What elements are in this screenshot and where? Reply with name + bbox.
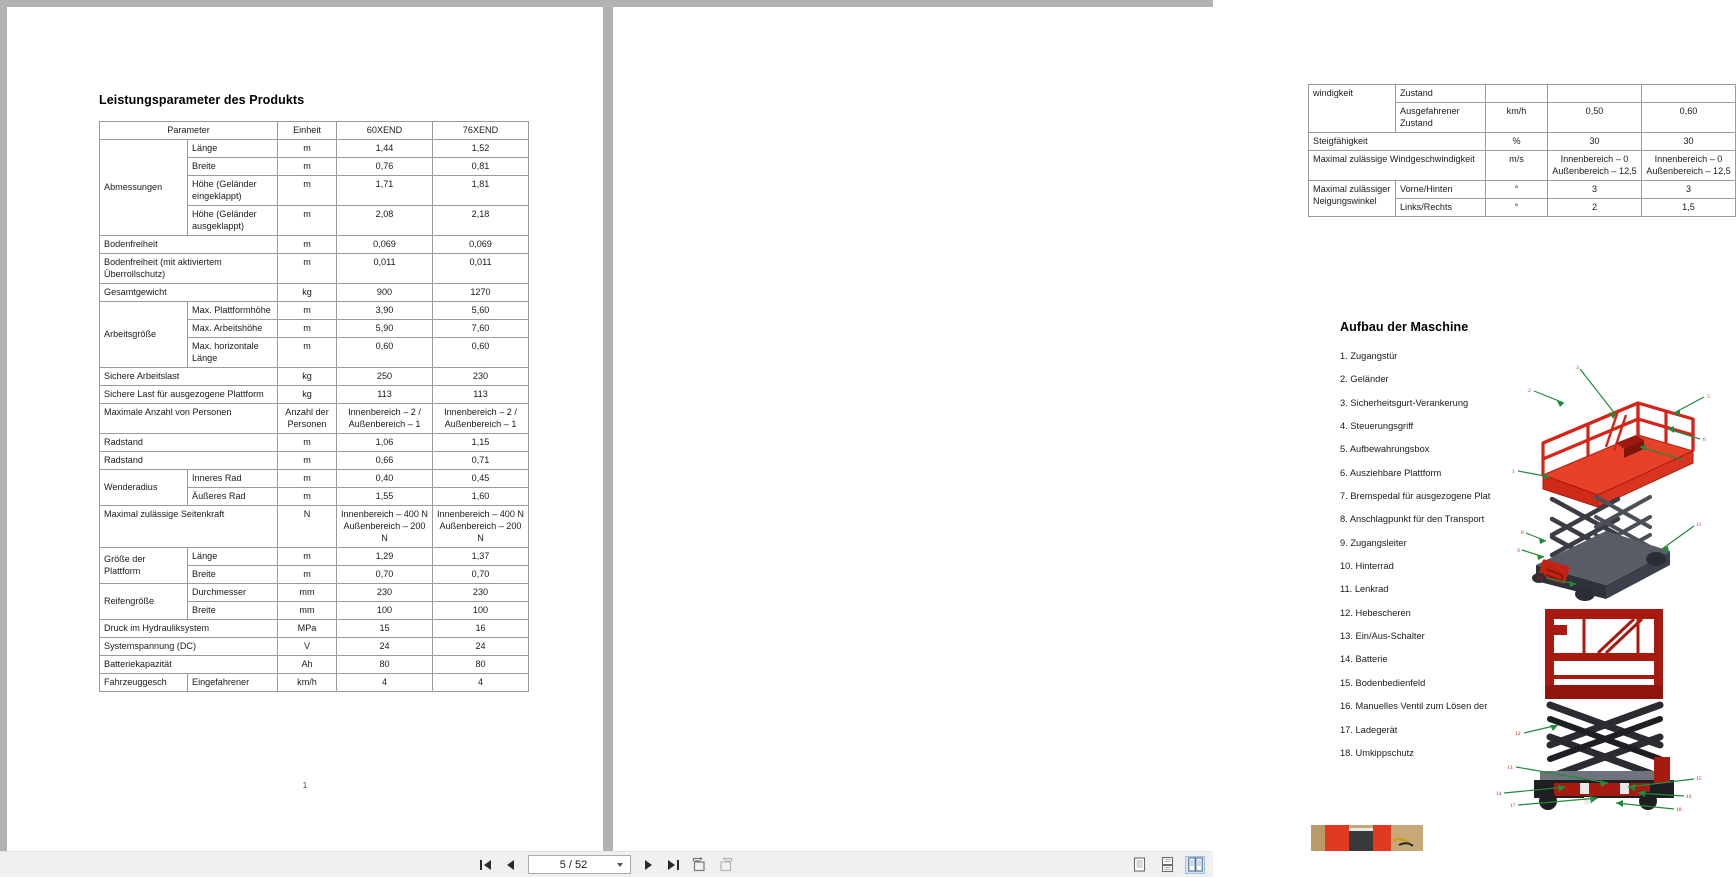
- row-label-cell: Maximal zulässige Windgeschwindigkeit: [1309, 151, 1486, 181]
- row-sublabel-cell: Breite: [188, 566, 278, 584]
- unit-cell: %: [1486, 133, 1548, 151]
- table-row: [100, 140, 529, 158]
- value-cell-60xend: 100: [337, 602, 433, 620]
- value-cell-76xend: 1,81: [433, 176, 529, 206]
- value-cell-60xend: 1,71: [337, 176, 433, 206]
- machine-part-item: 9. Zugangsleiter: [1340, 537, 1407, 548]
- value-cell-76xend: 0,60: [1642, 103, 1736, 133]
- pdf-page-right: [613, 7, 1731, 851]
- next-page-button[interactable]: [640, 857, 656, 873]
- unit-cell: kg: [278, 284, 337, 302]
- value-cell-76xend: 0,71: [433, 452, 529, 470]
- value-cell-76xend: 5,60: [433, 302, 529, 320]
- table-row: [100, 434, 529, 452]
- unit-cell: km/h: [278, 674, 337, 692]
- row-label-cell: Bodenfreiheit: [100, 236, 278, 254]
- value-cell-76xend: 0,011: [433, 254, 529, 284]
- row-sublabel-cell: Inneres Rad: [188, 470, 278, 488]
- view-mode-group: [1129, 852, 1205, 878]
- svg-text:10: 10: [1537, 576, 1543, 582]
- value-cell-76xend: 100: [433, 602, 529, 620]
- right-page-table-wrap: [1308, 84, 1736, 217]
- table-row: [1309, 151, 1736, 181]
- value-cell-60xend: 1,06: [337, 434, 433, 452]
- machine-part-item: 10. Hinterrad: [1340, 561, 1394, 572]
- row-label-cell: Bodenfreiheit (mit aktiviertem Überrollschutz): [100, 254, 278, 284]
- value-cell-76xend: 24: [433, 638, 529, 656]
- svg-text:14: 14: [1496, 791, 1502, 797]
- table-row: [100, 284, 529, 302]
- value-cell-60xend: 1,29: [337, 548, 433, 566]
- value-cell-76xend: 0,81: [433, 158, 529, 176]
- pdf-page-left: [7, 7, 603, 851]
- svg-text:3: 3: [1576, 365, 1579, 371]
- row-sublabel-cell: Länge: [188, 548, 278, 566]
- value-cell-60xend: 1,55: [337, 488, 433, 506]
- table-row: [100, 674, 529, 692]
- table-row: [100, 404, 529, 434]
- unit-cell: m: [278, 236, 337, 254]
- svg-text:2: 2: [1528, 388, 1531, 394]
- rotate-counterclockwise-button[interactable]: [717, 857, 735, 873]
- value-cell-76xend: 0,45: [433, 470, 529, 488]
- svg-text:13: 13: [1507, 765, 1513, 771]
- row-group-cell: Abmessungen: [100, 140, 188, 236]
- unit-cell: m: [278, 320, 337, 338]
- row-group-cell: Reifengröße: [100, 584, 188, 620]
- value-cell-60xend: 0,011: [337, 254, 433, 284]
- row-group-cell: Größe der Plattform: [100, 548, 188, 584]
- value-cell-76xend: Innenbereich – 400 N Außenbereich – 200 N: [433, 506, 529, 548]
- unit-cell: Ah: [278, 656, 337, 674]
- table-row: [100, 386, 529, 404]
- value-cell-76xend: 1270: [433, 284, 529, 302]
- spec-table-left: [99, 121, 529, 692]
- unit-cell: m: [278, 206, 337, 236]
- value-cell-76xend: 4: [433, 674, 529, 692]
- value-cell-76xend: 0,069: [433, 236, 529, 254]
- unit-cell: Anzahl der Personen: [278, 404, 337, 434]
- previous-page-button[interactable]: [503, 857, 519, 873]
- row-label-cell: Sichere Last für ausgezogene Plattform: [100, 386, 278, 404]
- value-cell-60xend: 900: [337, 284, 433, 302]
- value-cell-76xend: 113: [433, 386, 529, 404]
- row-label-cell: Gesamtgewicht: [100, 284, 278, 302]
- svg-text:8: 8: [1521, 530, 1524, 536]
- pdf-bottom-toolbar: [0, 851, 1213, 877]
- row-sublabel-cell: Max. Arbeitshöhe: [188, 320, 278, 338]
- continuous-view-button[interactable]: [1157, 856, 1177, 874]
- unit-cell: km/h: [1486, 103, 1548, 133]
- two-page-spread: [7, 7, 1731, 851]
- scissor-lift-side-illustration: [1488, 607, 1723, 819]
- machine-part-item: 1. Zugangstür: [1340, 351, 1398, 361]
- table-row: [100, 620, 529, 638]
- value-cell-76xend: 0,60: [433, 338, 529, 368]
- unit-cell: m: [278, 254, 337, 284]
- svg-text:11: 11: [1696, 522, 1702, 528]
- table-row: [100, 584, 529, 602]
- value-cell-76xend: Innenbereich – 2 / Außenbereich – 1: [433, 404, 529, 434]
- machine-section-title: Aufbau der Maschine: [1340, 320, 1469, 334]
- value-cell-76xend: 1,37: [433, 548, 529, 566]
- svg-text:18: 18: [1676, 807, 1682, 813]
- row-label-cell: Sichere Arbeitslast: [100, 368, 278, 386]
- unit-cell: m: [278, 488, 337, 506]
- table-row: [100, 638, 529, 656]
- column-header: 60XEND: [337, 122, 433, 140]
- value-cell-60xend: 0,50: [1548, 103, 1642, 133]
- column-header: 76XEND: [433, 122, 529, 140]
- machine-part-item: 18. Umkippschutz: [1340, 747, 1414, 758]
- table-row: [100, 254, 529, 284]
- value-cell-60xend: 3: [1548, 181, 1642, 199]
- left-page-content: [99, 93, 529, 692]
- unit-cell: mm: [278, 584, 337, 602]
- row-sublabel-cell: Max. horizontale Länge: [188, 338, 278, 368]
- value-cell-76xend: 7,60: [433, 320, 529, 338]
- row-label-cell: Druck im Hydrauliksystem: [100, 620, 278, 638]
- table-row: [100, 506, 529, 548]
- two-page-spread-view-button[interactable]: [1185, 856, 1205, 874]
- unit-cell: [1486, 85, 1548, 103]
- row-sublabel-cell: Höhe (Geländer eingeklappt): [188, 176, 278, 206]
- page-number-input[interactable]: [528, 855, 631, 874]
- unit-cell: m: [278, 176, 337, 206]
- page-title: Leistungsparameter des Produkts: [99, 93, 305, 107]
- row-group-cell: Fahrzeuggesch: [100, 674, 188, 692]
- table-row: [1309, 133, 1736, 151]
- rotate-clockwise-button[interactable]: [690, 857, 708, 873]
- svg-text:12: 12: [1515, 731, 1521, 737]
- unit-cell: m: [278, 158, 337, 176]
- row-label-cell: Systemspannung (DC): [100, 638, 278, 656]
- unit-cell: °: [1486, 181, 1548, 199]
- column-header: Parameter: [100, 122, 278, 140]
- value-cell-76xend: 16: [433, 620, 529, 638]
- row-sublabel-cell: Eingefahrener: [188, 674, 278, 692]
- row-sublabel-cell: Breite: [188, 602, 278, 620]
- value-cell-60xend: 0,76: [337, 158, 433, 176]
- svg-text:5: 5: [1707, 394, 1710, 400]
- row-sublabel-cell: Äußeres Rad: [188, 488, 278, 506]
- row-sublabel-cell: Breite: [188, 158, 278, 176]
- value-cell-60xend: 0,40: [337, 470, 433, 488]
- machine-part-item: 16. Manuelles Ventil zum Lösen der: [1340, 701, 1488, 712]
- scissor-lift-isometric-illustration: [1488, 347, 1723, 602]
- machine-part-item: 6. Ausziehbare Plattform: [1340, 467, 1442, 478]
- value-cell-76xend: 230: [433, 584, 529, 602]
- row-label-cell: Maximal zulässige Seitenkraft: [100, 506, 278, 548]
- unit-cell: m: [278, 470, 337, 488]
- value-cell-60xend: 250: [337, 368, 433, 386]
- unit-cell: MPa: [278, 620, 337, 638]
- table-row: [1309, 181, 1736, 199]
- unit-cell: m: [278, 434, 337, 452]
- row-label-cell: Maximale Anzahl von Personen: [100, 404, 278, 434]
- value-cell-76xend: 80: [433, 656, 529, 674]
- row-group-cell: windigkeit: [1309, 85, 1396, 133]
- row-label-cell: Batteriekapazität: [100, 656, 278, 674]
- value-cell-60xend: 4: [337, 674, 433, 692]
- svg-text:6: 6: [1703, 437, 1706, 443]
- row-sublabel-cell: Länge: [188, 140, 278, 158]
- value-cell-60xend: 15: [337, 620, 433, 638]
- table-row: [100, 368, 529, 386]
- value-cell-76xend: 0,70: [433, 566, 529, 584]
- single-page-view-button[interactable]: [1129, 856, 1149, 874]
- svg-text:9: 9: [1517, 548, 1520, 554]
- machine-part-item: 7. Bremspedal für ausgezogene Plat: [1340, 491, 1491, 502]
- svg-text:15: 15: [1696, 776, 1702, 782]
- value-cell-60xend: 2,08: [337, 206, 433, 236]
- row-sublabel-cell: Max. Plattformhöhe: [188, 302, 278, 320]
- column-header: Einheit: [278, 122, 337, 140]
- machine-part-item: 3. Sicherheitsgurt-Verankerung: [1340, 397, 1469, 408]
- value-cell-60xend: Innenbereich – 2 / Außenbereich – 1: [337, 404, 433, 434]
- value-cell-60xend: 80: [337, 656, 433, 674]
- unit-cell: m: [278, 566, 337, 584]
- machine-part-item: 5. Aufbewahrungsbox: [1340, 444, 1430, 455]
- table-row: [100, 236, 529, 254]
- value-cell-76xend: 230: [433, 368, 529, 386]
- row-group-cell: Arbeitsgröße: [100, 302, 188, 368]
- value-cell-76xend: Innenbereich – 0 Außenbereich – 12,5: [1642, 151, 1736, 181]
- table-row: [100, 548, 529, 566]
- machine-part-item: 14. Batterie: [1340, 654, 1388, 665]
- table-row: [100, 452, 529, 470]
- row-sublabel-cell: Durchmesser: [188, 584, 278, 602]
- value-cell-76xend: 1,5: [1642, 199, 1736, 217]
- value-cell-76xend: 30: [1642, 133, 1736, 151]
- row-sublabel-cell: Vorne/Hinten: [1396, 181, 1486, 199]
- value-cell-60xend: 113: [337, 386, 433, 404]
- machine-part-item: 11. Lenkrad: [1340, 584, 1389, 595]
- value-cell-60xend: 0,70: [337, 566, 433, 584]
- unit-cell: m: [278, 338, 337, 368]
- value-cell-60xend: 0,60: [337, 338, 433, 368]
- value-cell-60xend: 30: [1548, 133, 1642, 151]
- row-group-cell: Maximal zulässiger Neigungswinkel: [1309, 181, 1396, 217]
- page-number-footer: 1: [302, 781, 308, 790]
- value-cell-76xend: 1,15: [433, 434, 529, 452]
- value-cell-60xend: [1548, 85, 1642, 103]
- page-number-value: 5 / 52: [559, 858, 588, 871]
- table-row: [1309, 85, 1736, 103]
- machine-part-item: 2. Geländer: [1340, 374, 1389, 385]
- row-label-cell: Radstand: [100, 452, 278, 470]
- value-cell-60xend: 1,44: [337, 140, 433, 158]
- value-cell-60xend: 5,90: [337, 320, 433, 338]
- table-row: [100, 470, 529, 488]
- table-header-row: [100, 122, 529, 140]
- row-sublabel-cell: Zustand: [1396, 85, 1486, 103]
- first-page-button[interactable]: [478, 857, 494, 873]
- value-cell-60xend: Innenbereich – 400 N Außenbereich – 200 N: [337, 506, 433, 548]
- value-cell-60xend: Innenbereich – 0 Außenbereich – 12,5: [1548, 151, 1642, 181]
- row-label-cell: Radstand: [100, 434, 278, 452]
- machine-part-item: 13. Ein/Aus-Schalter: [1340, 631, 1425, 642]
- unit-cell: N: [278, 506, 337, 548]
- chevron-down-icon[interactable]: [617, 863, 623, 867]
- machine-part-item: 17. Ladegerät: [1340, 724, 1398, 735]
- unit-cell: m: [278, 548, 337, 566]
- unit-cell: mm: [278, 602, 337, 620]
- value-cell-76xend: [1642, 85, 1736, 103]
- value-cell-60xend: 3,90: [337, 302, 433, 320]
- value-cell-60xend: 0,66: [337, 452, 433, 470]
- unit-cell: m: [278, 140, 337, 158]
- machine-part-item: 15. Bodenbedienfeld: [1340, 677, 1426, 688]
- row-sublabel-cell: Ausgefahrener Zustand: [1396, 103, 1486, 133]
- svg-text:7: 7: [1687, 458, 1690, 464]
- machine-part-item: 8. Anschlagpunkt für den Transport: [1340, 514, 1485, 525]
- value-cell-60xend: 24: [337, 638, 433, 656]
- unit-cell: °: [1486, 199, 1548, 217]
- value-cell-60xend: 230: [337, 584, 433, 602]
- value-cell-76xend: 3: [1642, 181, 1736, 199]
- row-group-cell: Wenderadius: [100, 470, 188, 506]
- unit-cell: kg: [278, 386, 337, 404]
- value-cell-76xend: 1,60: [433, 488, 529, 506]
- svg-text:1: 1: [1512, 469, 1515, 475]
- row-sublabel-cell: Höhe (Geländer ausgeklappt): [188, 206, 278, 236]
- spec-table-right: [1308, 84, 1736, 217]
- value-cell-60xend: 2: [1548, 199, 1642, 217]
- value-cell-60xend: 0,069: [337, 236, 433, 254]
- svg-text:17: 17: [1510, 803, 1516, 809]
- unit-cell: m/s: [1486, 151, 1548, 181]
- unit-cell: m: [278, 302, 337, 320]
- last-page-button[interactable]: [665, 857, 681, 873]
- table-row: [100, 656, 529, 674]
- row-label-cell: Steigfähigkeit: [1309, 133, 1486, 151]
- table-row: [100, 302, 529, 320]
- machine-part-item: 12. Hebescheren: [1340, 607, 1411, 618]
- unit-cell: kg: [278, 368, 337, 386]
- machine-part-item: 4. Steuerungsgriff: [1340, 421, 1414, 432]
- unit-cell: V: [278, 638, 337, 656]
- svg-text:16: 16: [1686, 794, 1692, 800]
- value-cell-76xend: 2,18: [433, 206, 529, 236]
- unit-cell: m: [278, 452, 337, 470]
- page-navigation-group: [0, 852, 1213, 878]
- cylinder-photo-partial: [1311, 825, 1423, 851]
- value-cell-76xend: 1,52: [433, 140, 529, 158]
- row-sublabel-cell: Links/Rechts: [1396, 199, 1486, 217]
